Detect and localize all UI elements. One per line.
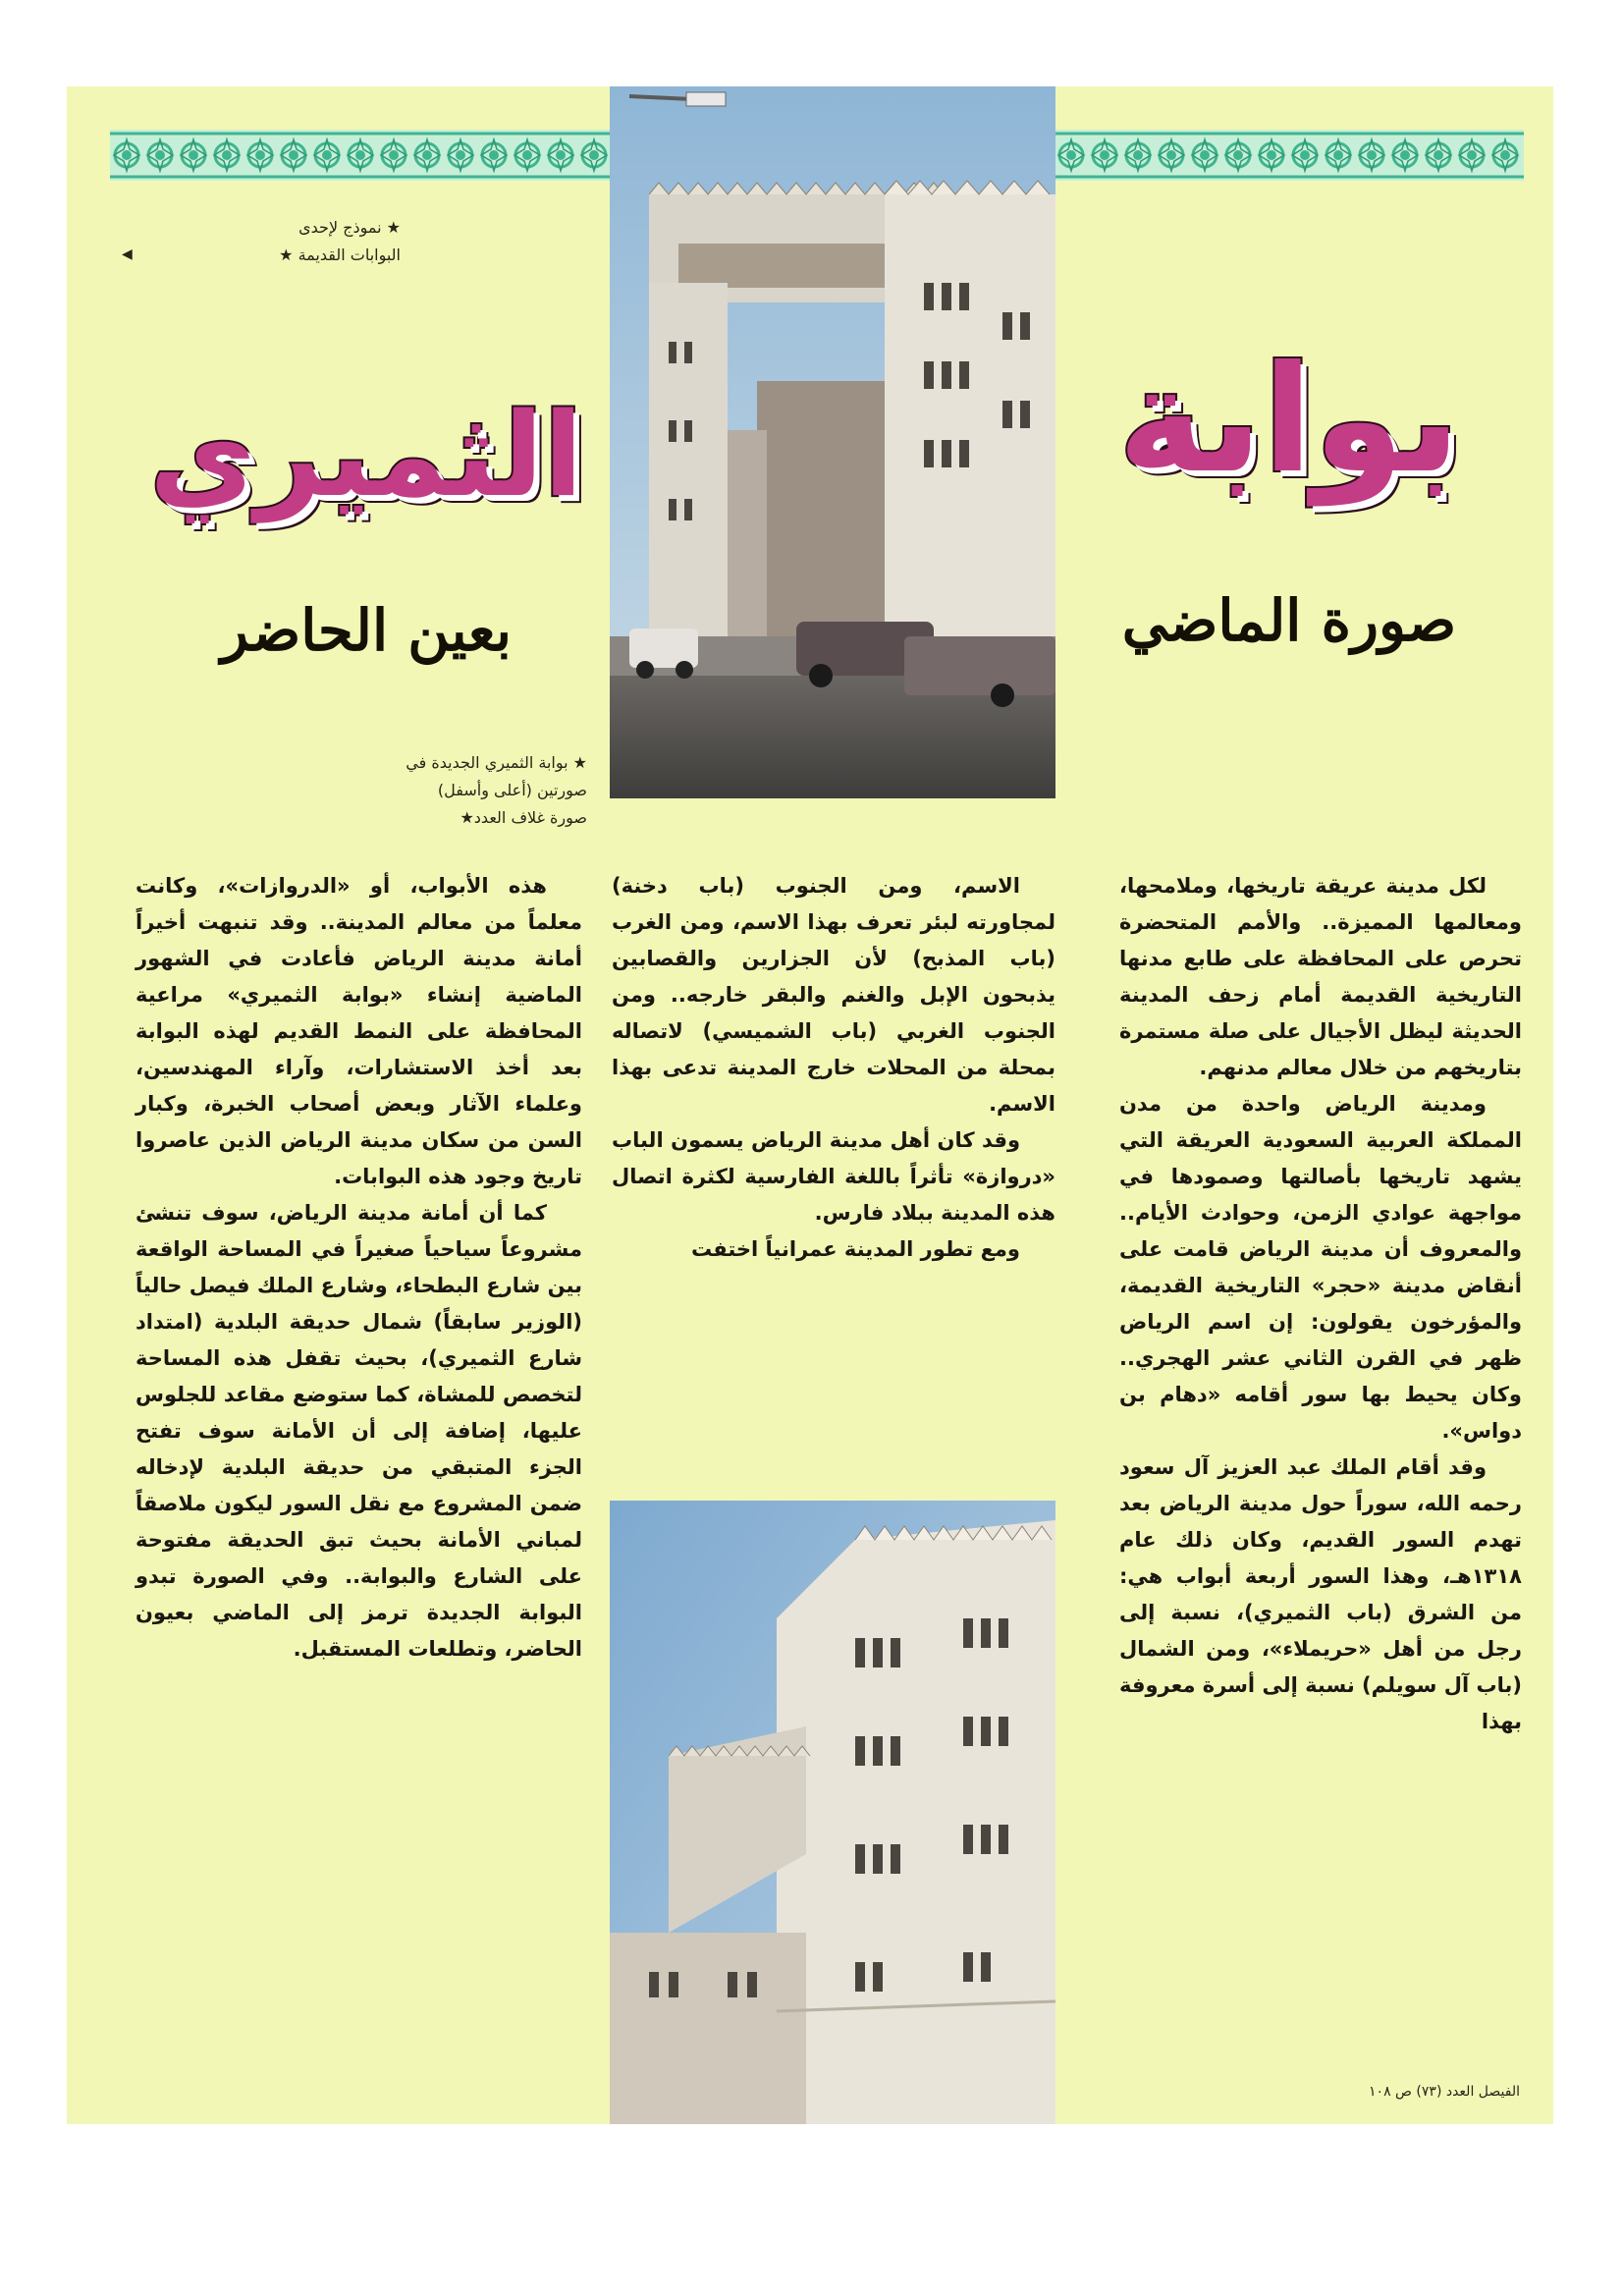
caption-new-gate-line3: صورة غلاف العدد★	[460, 808, 587, 827]
article-column-left	[135, 868, 582, 1667]
caption-old-gate	[145, 214, 401, 269]
article-paragraph: هذه الأبواب، أو «الدروازات»، وكانت معلماً من معالم المدينة.. وقد تنبهت أخيراً أمانة مدينة الرياض فأعادت في الشهور الماضية إنشاء «بوابة الثميري» مراعية المحافظة على النمط القديم لهذه البوابة بعد أخذ الاستشارات، وآراء المهندسين، وعلماء الآثار وبعض أصحاب الخبرة، وكبار السن من سكان مدينة الرياض الذين عاصروا تاريخ وجود هذه البوابات.	[135, 874, 582, 1188]
caption-old-gate-line2: البوابات القديمة ★	[279, 246, 401, 264]
ornamental-border-right	[1055, 130, 1524, 181]
caption-new-gate-line1: ★ بوابة الثميري الجديدة في	[406, 753, 587, 772]
article-paragraph: ومع تطور المدينة عمرانياً اختفت	[690, 1237, 1020, 1261]
article-paragraph: كما أن أمانة مدينة الرياض، سوف تنشئ مشروعاً سياحياً صغيراً في المساحة الواقعة بين شارع البطحاء، وشارع الملك فيصل حالياً (الوزير سابقاً) شمال حديقة البلدية (امتداد شارع الثميري)، بحيث تقفل هذه المساحة لتخصص للمشاة، كما ستوضع مقاعد للجلوس عليها، إضافة إلى أن الأمانة سوف تفتح الجزء المتبقي من حديقة البلدية لإدخاله ضمن المشروع مع نقل السور ليكون ملاصقاً لمباني الأمانة بحيث تبق الحديقة مفتوحة على الشارع والبوابة.. وفي الصورة تبدو البوابة الجديدة ترمز إلى الماضي بعيون الحاضر، وتطلعات المستقبل.	[135, 1201, 582, 1661]
photo-gate-bottom	[610, 1501, 1055, 2124]
caption-new-gate-line2: صورتين (أعلى وأسفل)	[437, 781, 587, 799]
photo-gate-top	[610, 86, 1055, 798]
caption-new-gate	[253, 749, 587, 832]
article-paragraph: الاسم، ومن الجنوب (باب دخنة) لمجاورته لبئر تعرف بهذا الاسم، ومن الغرب (باب المذبح) لأن الجزارين والقصابين يذبحون الإبل والغنم والبقر خارجه.. ومن الجنوب الغربي (باب الشميسي) لاتصاله بمحلة من المحلات خارج المدينة تدعى بهذا الاسم.	[612, 874, 1055, 1116]
title-right-sub: صورة الماضي	[1121, 587, 1457, 654]
triangle-left-icon: ◀	[122, 246, 133, 262]
article-column-middle	[612, 868, 1055, 1268]
title-left-sub: بعين الحاضر	[220, 597, 513, 664]
page-footer: الفيصل العدد (٧٣) ص ١٠٨	[1369, 2084, 1520, 2100]
ornamental-border-left	[110, 130, 617, 181]
caption-old-gate-line1: ★ نموذج لإحدى	[298, 218, 401, 237]
title-right-main: بوابة	[1117, 335, 1461, 506]
article-column-right	[1119, 868, 1522, 1740]
article-paragraph: لكل مدينة عريقة تاريخها، وملامحها، ومعالمها المميزة.. والأمم المتحضرة تحرص على المحافظة على طابع مدنها التاريخية القديمة أمام زحف المدينة الحديثة ليظل الأجيال على صلة مستمرة بتاريخهم من خلال معالم مدنهم.	[1119, 874, 1522, 1079]
magazine-page	[67, 86, 1553, 2124]
article-paragraph: وقد كان أهل مدينة الرياض يسمون الباب «دروازة» تأثراً باللغة الفارسية لكثرة اتصال هذه المدينة ببلاد فارس.	[612, 1128, 1055, 1225]
title-left-main: الثميري	[149, 387, 583, 522]
article-paragraph: وقد أقام الملك عبد العزيز آل سعود رحمه الله، سوراً حول مدينة الرياض بعد تهدم السور القديم، وكان ذلك عام ١٣١٨هـ، وهذا السور أربعة أبواب هي: من الشرق (باب الثميري)، نسبة إلى رجل من أهل «حريملاء»، ومن الشمال (باب آل سويلم) نسبة إلى أسرة معروفة بهذا	[1119, 1455, 1522, 1733]
article-paragraph: ومدينة الرياض واحدة من مدن المملكة العربية السعودية العريقة التي يشهد تاريخها بأصالتها وصمودها في مواجهة عوادي الزمن، وحوادث الأيام.. والمعروف أن مدينة الرياض قامت على أنقاض مدينة «حجر» التاريخية القديمة، والمؤرخون يقولون: إن اسم الرياض ظهر في القرن الثاني عشر الهجري.. وكان يحيط بها سور أقامه «دهام بن دواس».	[1119, 1092, 1522, 1443]
